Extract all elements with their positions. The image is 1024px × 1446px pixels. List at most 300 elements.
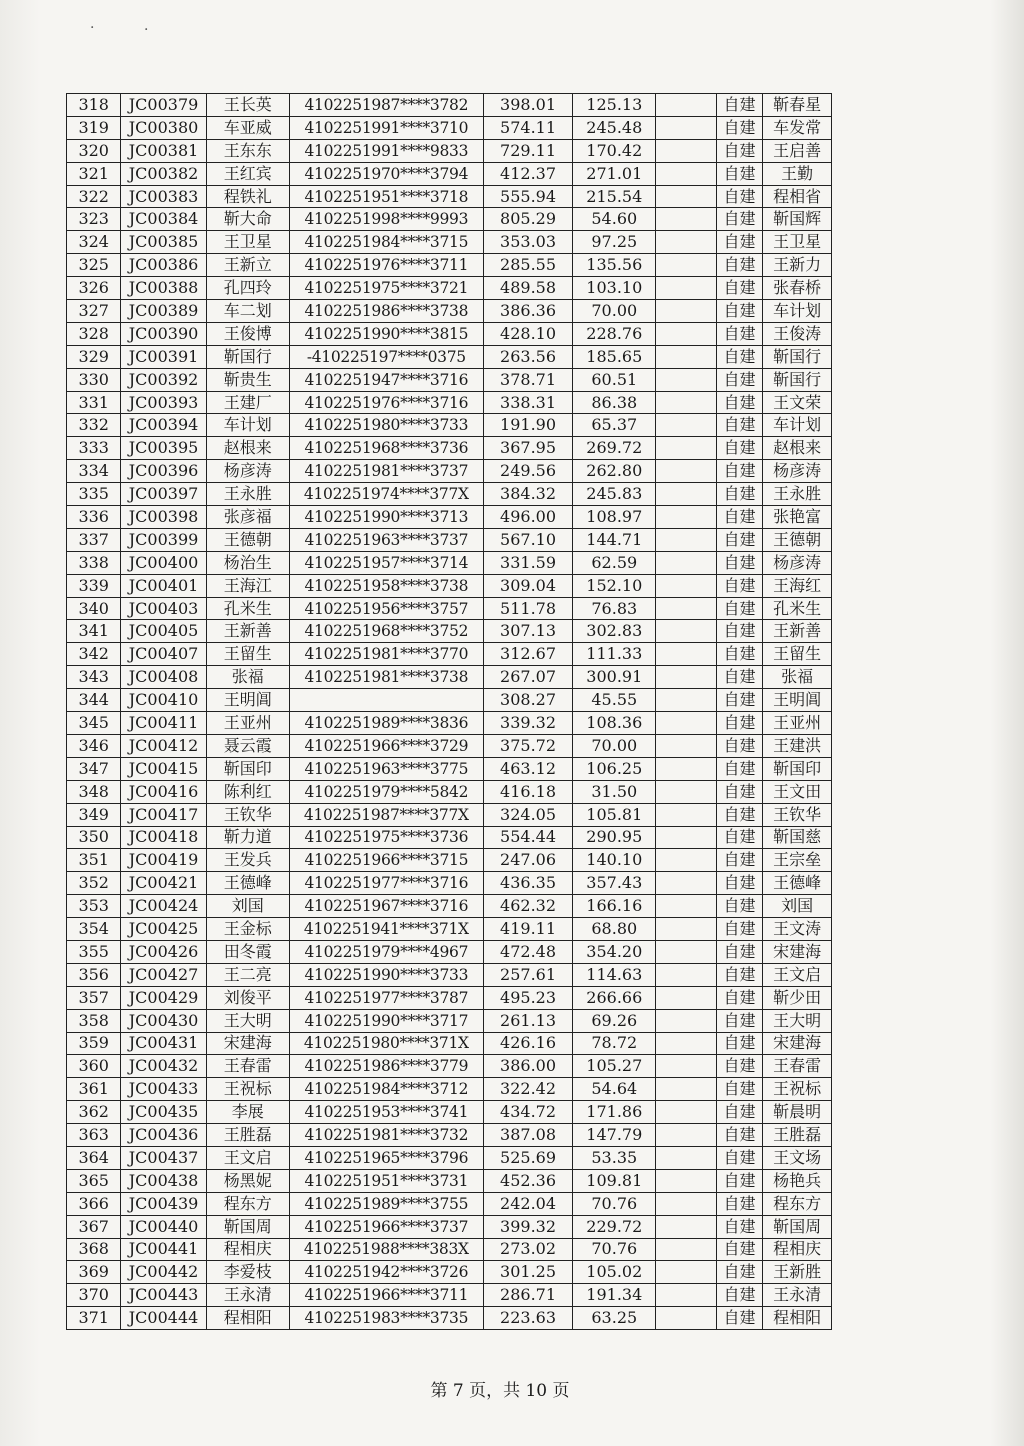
area-value-a: 285.55 [483, 254, 572, 277]
row-number: 349 [67, 803, 121, 826]
owner-name: 孔米生 [763, 597, 832, 620]
build-type: 自建 [716, 94, 762, 117]
area-value-a: 399.32 [483, 1215, 572, 1238]
id-number-text: 4102251966****3711 [304, 1286, 469, 1305]
id-number [289, 116, 483, 139]
blank-cell [656, 1307, 717, 1330]
applicant-name: 王德朝 [206, 528, 289, 551]
id-number-text: 4102251987****3782 [304, 95, 469, 114]
build-type: 自建 [716, 872, 762, 895]
id-number [289, 185, 483, 208]
table-row [67, 849, 832, 872]
row-number: 353 [67, 895, 121, 918]
area-value-b: 53.35 [573, 1146, 656, 1169]
id-number-text: 4102251980****3733 [304, 416, 469, 435]
area-value-b: 105.02 [573, 1261, 656, 1284]
build-type: 自建 [716, 1169, 762, 1192]
build-type: 自建 [716, 1055, 762, 1078]
area-value-b: 135.56 [573, 254, 656, 277]
blank-cell [656, 94, 717, 117]
scan-speck: · [144, 22, 149, 38]
table-row [67, 757, 832, 780]
id-number-text: 4102251956****3757 [304, 599, 469, 618]
applicant-name: 王大明 [206, 1009, 289, 1032]
area-value-a: 191.90 [483, 414, 572, 437]
row-number: 367 [67, 1215, 121, 1238]
id-number [289, 208, 483, 231]
id-number [289, 391, 483, 414]
build-type: 自建 [716, 254, 762, 277]
blank-cell [656, 1238, 717, 1261]
row-number: 327 [67, 300, 121, 323]
table-row [67, 803, 832, 826]
record-code: JC00382 [121, 162, 206, 185]
area-value-a: 462.32 [483, 895, 572, 918]
blank-cell [656, 551, 717, 574]
id-number-text: 4102251963****3775 [304, 759, 469, 778]
area-value-a: 398.01 [483, 94, 572, 117]
id-number-text: 4102251980****371X [303, 1034, 469, 1053]
row-number: 368 [67, 1238, 121, 1261]
applicant-name: 车计划 [206, 414, 289, 437]
id-number-text: 4102251990****3717 [304, 1011, 469, 1030]
row-number: 325 [67, 254, 121, 277]
applicant-name: 杨彦涛 [206, 460, 289, 483]
owner-name: 王钦华 [763, 803, 832, 826]
record-code: JC00381 [121, 139, 206, 162]
record-code: JC00418 [121, 826, 206, 849]
record-code: JC00380 [121, 116, 206, 139]
id-number [289, 1261, 483, 1284]
id-number-text: 4102251981****3737 [304, 462, 469, 481]
build-type: 自建 [716, 1284, 762, 1307]
id-number [289, 1215, 483, 1238]
owner-name: 王胜磊 [763, 1124, 832, 1147]
id-number-text: 4102251958****3738 [304, 576, 469, 595]
id-number-text: 4102251984****3715 [304, 233, 469, 252]
row-number: 351 [67, 849, 121, 872]
blank-cell [656, 620, 717, 643]
area-value-a: 428.10 [483, 322, 572, 345]
area-value-b: 70.00 [573, 300, 656, 323]
id-number-text: 4102251979****5842 [304, 782, 469, 801]
applicant-name: 陈利红 [206, 780, 289, 803]
area-value-a: 286.71 [483, 1284, 572, 1307]
build-type: 自建 [716, 963, 762, 986]
applicant-name: 王德峰 [206, 872, 289, 895]
id-number-text: 4102251986****3779 [304, 1057, 469, 1076]
record-code: JC00435 [121, 1101, 206, 1124]
id-number [289, 940, 483, 963]
id-number-text: 4102251990****3815 [304, 324, 469, 343]
record-code: JC00441 [121, 1238, 206, 1261]
applicant-name: 王东东 [206, 139, 289, 162]
blank-cell [656, 506, 717, 529]
build-type: 自建 [716, 1307, 762, 1330]
record-code: JC00393 [121, 391, 206, 414]
applicant-name: 王金标 [206, 918, 289, 941]
blank-cell [656, 185, 717, 208]
id-number-text: 4102251942****3726 [304, 1263, 469, 1282]
id-number [289, 345, 483, 368]
area-value-a: 555.94 [483, 185, 572, 208]
owner-name: 王海红 [763, 574, 832, 597]
applicant-name: 靳国行 [206, 345, 289, 368]
area-value-a: 247.06 [483, 849, 572, 872]
table-row [67, 300, 832, 323]
row-number: 330 [67, 368, 121, 391]
id-number [289, 666, 483, 689]
build-type: 自建 [716, 1124, 762, 1147]
id-number [289, 643, 483, 666]
owner-name: 程东方 [763, 1192, 832, 1215]
blank-cell [656, 277, 717, 300]
row-number: 356 [67, 963, 121, 986]
build-type: 自建 [716, 277, 762, 300]
record-code: JC00433 [121, 1078, 206, 1101]
id-number [289, 231, 483, 254]
area-value-a: 263.56 [483, 345, 572, 368]
owner-name: 王德朝 [763, 528, 832, 551]
area-value-a: 322.42 [483, 1078, 572, 1101]
id-number [289, 1238, 483, 1261]
area-value-a: 489.58 [483, 277, 572, 300]
row-number: 348 [67, 780, 121, 803]
id-number-text: 4102251990****3733 [304, 965, 469, 984]
area-value-a: 384.32 [483, 483, 572, 506]
table-row [67, 895, 832, 918]
area-value-b: 105.81 [573, 803, 656, 826]
record-code: JC00410 [121, 689, 206, 712]
build-type: 自建 [716, 803, 762, 826]
table-row [67, 483, 832, 506]
area-value-b: 45.55 [573, 689, 656, 712]
applicant-name: 车亚威 [206, 116, 289, 139]
owner-name: 王新善 [763, 620, 832, 643]
row-number: 318 [67, 94, 121, 117]
record-code: JC00408 [121, 666, 206, 689]
id-number-text: 4102251981****3738 [304, 668, 469, 687]
blank-cell [656, 1284, 717, 1307]
area-value-b: 266.66 [573, 986, 656, 1009]
owner-name: 王永清 [763, 1284, 832, 1307]
area-value-a: 267.07 [483, 666, 572, 689]
record-code: JC00399 [121, 528, 206, 551]
owner-name: 杨彦涛 [763, 551, 832, 574]
area-value-b: 68.80 [573, 918, 656, 941]
table-row [67, 1146, 832, 1169]
build-type: 自建 [716, 483, 762, 506]
row-number: 345 [67, 712, 121, 735]
record-code: JC00390 [121, 322, 206, 345]
id-number-text: 4102251966****3737 [304, 1217, 469, 1236]
row-number: 371 [67, 1307, 121, 1330]
owner-name: 王文启 [763, 963, 832, 986]
row-number: 344 [67, 689, 121, 712]
id-number [289, 918, 483, 941]
build-type: 自建 [716, 1238, 762, 1261]
area-value-b: 147.79 [573, 1124, 656, 1147]
area-value-a: 496.00 [483, 506, 572, 529]
area-value-a: 375.72 [483, 734, 572, 757]
area-value-b: 108.97 [573, 506, 656, 529]
build-type: 自建 [716, 712, 762, 735]
id-number-text: 4102251989****3755 [304, 1194, 469, 1213]
area-value-b: 262.80 [573, 460, 656, 483]
owner-name: 靳国周 [763, 1215, 832, 1238]
record-code: JC00411 [121, 712, 206, 735]
blank-cell [656, 1078, 717, 1101]
id-number [289, 277, 483, 300]
id-number [289, 1192, 483, 1215]
applicant-name: 宋建海 [206, 1032, 289, 1055]
table-row [67, 643, 832, 666]
area-value-b: 185.65 [573, 345, 656, 368]
area-value-b: 70.00 [573, 734, 656, 757]
record-code: JC00444 [121, 1307, 206, 1330]
id-number [289, 254, 483, 277]
build-type: 自建 [716, 780, 762, 803]
table-row [67, 1101, 832, 1124]
id-number-text: 4102251957****3714 [304, 553, 469, 572]
page-footer: 第 7 页，共 10 页 [430, 1381, 570, 1401]
record-code: JC00415 [121, 757, 206, 780]
area-value-a: 367.95 [483, 437, 572, 460]
record-code: JC00394 [121, 414, 206, 437]
record-code: JC00396 [121, 460, 206, 483]
table-row [67, 689, 832, 712]
table-row [67, 986, 832, 1009]
id-number [289, 506, 483, 529]
build-type: 自建 [716, 574, 762, 597]
id-number [289, 803, 483, 826]
owner-name: 王春雷 [763, 1055, 832, 1078]
applicant-name: 刘国 [206, 895, 289, 918]
area-value-b: 191.34 [573, 1284, 656, 1307]
id-number-text: 4102251951****3718 [304, 187, 469, 206]
applicant-name: 赵根来 [206, 437, 289, 460]
owner-name: 王亚州 [763, 712, 832, 735]
id-number [289, 528, 483, 551]
applicant-name: 孔四玲 [206, 277, 289, 300]
blank-cell [656, 643, 717, 666]
blank-cell [656, 139, 717, 162]
id-number-text: 4102251966****3715 [304, 851, 469, 870]
table-row [67, 1055, 832, 1078]
build-type: 自建 [716, 597, 762, 620]
record-code: JC00379 [121, 94, 206, 117]
record-code: JC00417 [121, 803, 206, 826]
id-number [289, 437, 483, 460]
blank-cell [656, 734, 717, 757]
record-code: JC00412 [121, 734, 206, 757]
area-value-b: 97.25 [573, 231, 656, 254]
area-value-a: 412.37 [483, 162, 572, 185]
owner-name: 杨艳兵 [763, 1169, 832, 1192]
row-number: 369 [67, 1261, 121, 1284]
record-code: JC00419 [121, 849, 206, 872]
blank-cell [656, 1192, 717, 1215]
build-type: 自建 [716, 757, 762, 780]
blank-cell [656, 940, 717, 963]
record-code: JC00398 [121, 506, 206, 529]
applicant-name: 王建厂 [206, 391, 289, 414]
area-value-b: 269.72 [573, 437, 656, 460]
area-value-a: 249.56 [483, 460, 572, 483]
table-row [67, 1261, 832, 1284]
record-code: JC00438 [121, 1169, 206, 1192]
record-code: JC00431 [121, 1032, 206, 1055]
applicant-name: 程铁礼 [206, 185, 289, 208]
table-row [67, 208, 832, 231]
scan-speck: · [90, 20, 95, 36]
area-value-a: 426.16 [483, 1032, 572, 1055]
owner-name: 车发常 [763, 116, 832, 139]
area-value-b: 103.10 [573, 277, 656, 300]
owner-name: 王留生 [763, 643, 832, 666]
id-number-text: 4102251990****3713 [304, 507, 469, 526]
applicant-name: 王俊博 [206, 322, 289, 345]
area-value-b: 140.10 [573, 849, 656, 872]
id-number [289, 1078, 483, 1101]
record-code: JC00405 [121, 620, 206, 643]
blank-cell [656, 483, 717, 506]
id-number-text: 4102251941****371X [303, 920, 469, 938]
record-code: JC00440 [121, 1215, 206, 1238]
id-number [289, 620, 483, 643]
applicant-name: 王胜磊 [206, 1124, 289, 1147]
owner-name: 王明阊 [763, 689, 832, 712]
id-number [289, 551, 483, 574]
row-number: 321 [67, 162, 121, 185]
row-number: 320 [67, 139, 121, 162]
area-value-b: 76.83 [573, 597, 656, 620]
id-number [289, 1032, 483, 1055]
record-code: JC00429 [121, 986, 206, 1009]
table-row [67, 1215, 832, 1238]
build-type: 自建 [716, 1032, 762, 1055]
area-value-a: 312.67 [483, 643, 572, 666]
owner-name: 王文涛 [763, 918, 832, 941]
id-number [289, 712, 483, 735]
area-value-a: 386.00 [483, 1055, 572, 1078]
table-row [67, 277, 832, 300]
applicant-name: 王文启 [206, 1146, 289, 1169]
area-value-b: 170.42 [573, 139, 656, 162]
id-number-text: 4102251968****3752 [304, 622, 469, 641]
area-value-b: 229.72 [573, 1215, 656, 1238]
owner-name: 王德峰 [763, 872, 832, 895]
owner-name: 王宗垒 [763, 849, 832, 872]
id-number [289, 986, 483, 1009]
area-value-b: 60.51 [573, 368, 656, 391]
area-value-b: 54.64 [573, 1078, 656, 1101]
area-value-a: 729.11 [483, 139, 572, 162]
owner-name: 王大明 [763, 1009, 832, 1032]
build-type: 自建 [716, 391, 762, 414]
id-number-text: 4102251998****9993 [304, 210, 469, 229]
area-value-b: 109.81 [573, 1169, 656, 1192]
applicant-name: 靳国周 [206, 1215, 289, 1238]
id-number-text: 4102251981****3770 [304, 645, 469, 664]
id-number [289, 1169, 483, 1192]
area-value-b: 245.48 [573, 116, 656, 139]
blank-cell [656, 460, 717, 483]
blank-cell [656, 918, 717, 941]
area-value-b: 290.95 [573, 826, 656, 849]
area-value-b: 70.76 [573, 1238, 656, 1261]
applicant-name: 王二亮 [206, 963, 289, 986]
table-row [67, 712, 832, 735]
row-number: 319 [67, 116, 121, 139]
build-type: 自建 [716, 551, 762, 574]
record-code: JC00392 [121, 368, 206, 391]
record-code: JC00439 [121, 1192, 206, 1215]
record-code: JC00395 [121, 437, 206, 460]
owner-name: 王俊涛 [763, 322, 832, 345]
applicant-name: 靳国印 [206, 757, 289, 780]
area-value-a: 386.36 [483, 300, 572, 323]
build-type: 自建 [716, 666, 762, 689]
blank-cell [656, 116, 717, 139]
table-row [67, 940, 832, 963]
blank-cell [656, 1055, 717, 1078]
row-number: 334 [67, 460, 121, 483]
id-number-text: 4102251965****3796 [304, 1148, 469, 1167]
id-number-text: 4102251987****377X [303, 805, 469, 824]
area-value-b: 300.91 [573, 666, 656, 689]
area-value-a: 331.59 [483, 551, 572, 574]
area-value-a: 436.35 [483, 872, 572, 895]
record-code: JC00427 [121, 963, 206, 986]
table-row [67, 1192, 832, 1215]
applicant-name: 靳贵生 [206, 368, 289, 391]
area-value-b: 54.60 [573, 208, 656, 231]
table-row [67, 528, 832, 551]
id-number-text: 4102251951****3731 [304, 1171, 469, 1190]
id-number [289, 162, 483, 185]
record-code: JC00432 [121, 1055, 206, 1078]
applicant-name: 靳力道 [206, 826, 289, 849]
blank-cell [656, 528, 717, 551]
applicant-name: 聂云霞 [206, 734, 289, 757]
applicant-name: 刘俊平 [206, 986, 289, 1009]
row-number: 352 [67, 872, 121, 895]
record-code: JC00436 [121, 1124, 206, 1147]
applicant-name: 王留生 [206, 643, 289, 666]
build-type: 自建 [716, 643, 762, 666]
owner-name: 程相阳 [763, 1307, 832, 1330]
blank-cell [656, 1169, 717, 1192]
owner-name: 刘国 [763, 895, 832, 918]
area-value-b: 106.25 [573, 757, 656, 780]
row-number: 326 [67, 277, 121, 300]
row-number: 336 [67, 506, 121, 529]
build-type: 自建 [716, 1009, 762, 1032]
area-value-a: 378.71 [483, 368, 572, 391]
id-number [289, 963, 483, 986]
table-row [67, 368, 832, 391]
record-code: JC00416 [121, 780, 206, 803]
applicant-name: 杨黑妮 [206, 1169, 289, 1192]
id-number [289, 734, 483, 757]
table-row [67, 139, 832, 162]
table-row [67, 94, 832, 117]
table-row [67, 162, 832, 185]
row-number: 329 [67, 345, 121, 368]
area-value-b: 114.63 [573, 963, 656, 986]
row-number: 346 [67, 734, 121, 757]
